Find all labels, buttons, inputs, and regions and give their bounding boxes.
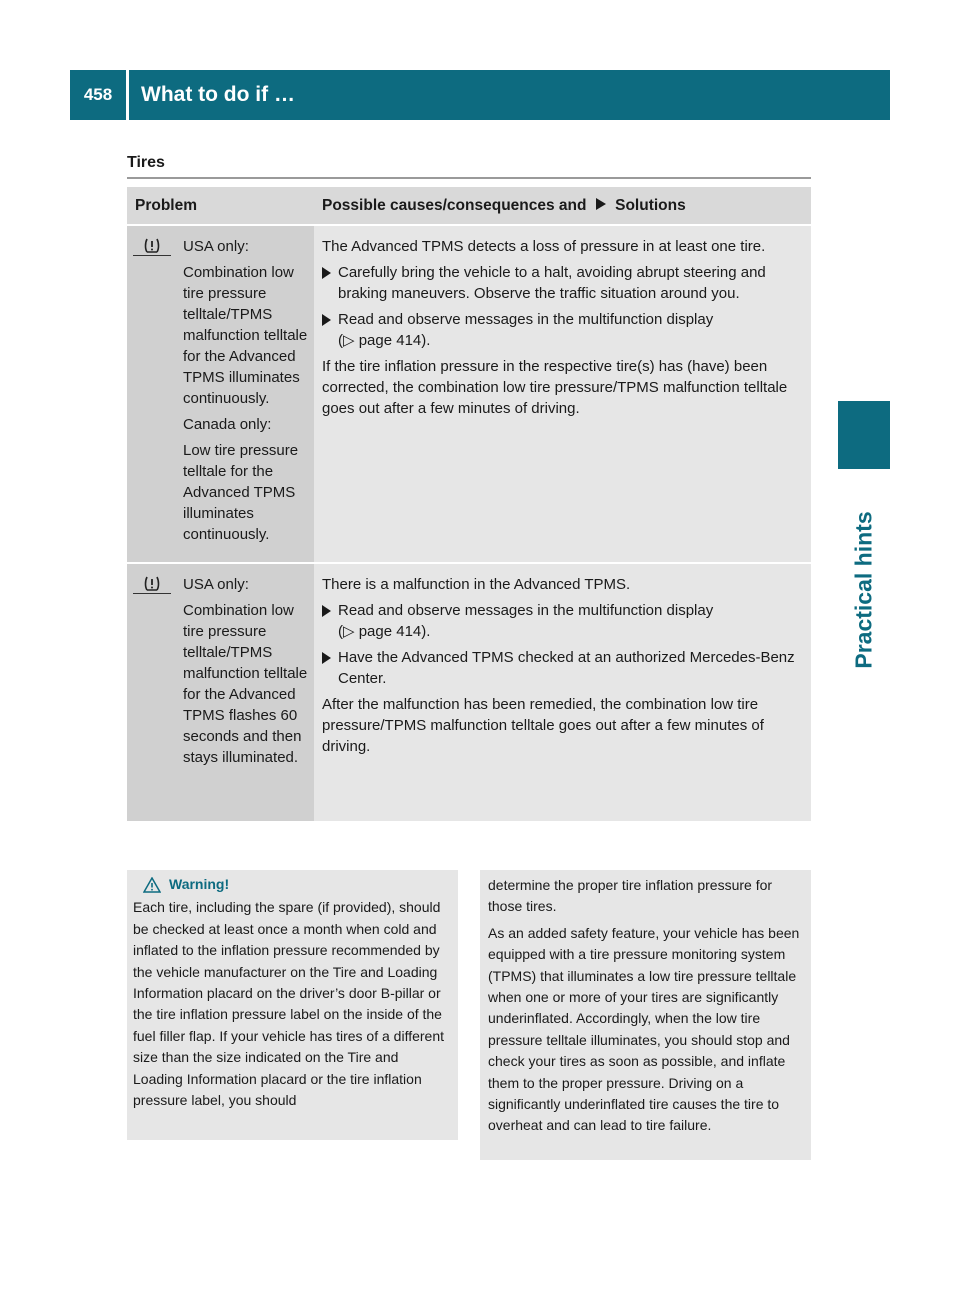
solution-step (322, 262, 807, 304)
solutions-header-text: Possible causes/consequences and (322, 197, 587, 214)
table-row (127, 225, 811, 563)
solution-intro: There is a malfunction in the Advanced TPMS. (322, 576, 631, 593)
warning-triangle-icon (143, 877, 161, 893)
continuation-box (480, 870, 811, 1160)
step-text: Carefully bring the vehicle to a halt, avoiding abrupt steering and braking maneuvers. Observe the traffic situation around you. (338, 264, 766, 302)
warning-title: Warning! (169, 876, 230, 892)
canada-only-label: Canada only: (183, 416, 272, 433)
solution-outro: If the tire inflation pressure in the respective tire(s) has (have) been corrected, the combination low tire pressure/TPMS malfunction telltale goes out after a few minutes of driving. (322, 358, 788, 417)
solution-step (322, 647, 807, 689)
step-arrow-icon (322, 314, 331, 326)
problem-cell (127, 225, 314, 563)
warning-text: Each tire, including the spare (if provided), should be checked at least once a month when cold and inflated to the inflation pressure recommended by the vehicle manufacturer on the Tire and Loading Information placard on the driver’s door B-pillar or the tire inflation pressure label on the inside of the fuel filler flap. If your vehicle has tires of a different size than the size indicated on the Tire and Loading Information placard or the tire inflation pressure label, you should (133, 899, 445, 1109)
warning-heading (133, 874, 452, 895)
tires-table (127, 187, 811, 821)
solution-step (322, 309, 807, 351)
step-text: Read and observe messages in the multifunction display (338, 602, 714, 619)
solutions-header-suffix: Solutions (615, 197, 686, 214)
step-arrow-icon (322, 605, 331, 617)
solution-step (322, 600, 807, 642)
tire-pressure-warning-icon (133, 576, 171, 594)
page-reference-link[interactable]: (▷ page 414). (338, 332, 431, 349)
continuation-paragraph: As an added safety feature, your vehicle has been equipped with a tire pressure monitoring system (TPMS) that illuminates a low tire pressure telltale when one or more of your tires are significantly underinflated. Accordingly, when the low tire pressure telltale illuminates, you should stop and check your tires as soon as possible, and inflate them to the proper pressure. Driving on a significantly underinflated tire causes the tire to overheat and can lead to tire failure. (488, 924, 800, 1134)
canada-problem-text: Low tire pressure telltale for the Advanced TPMS illuminates continuously. (183, 442, 299, 543)
warning-box (127, 870, 458, 1140)
table-header-row (127, 187, 811, 225)
section-title: Tires (127, 154, 165, 171)
step-text: Have the Advanced TPMS checked at an authorized Mercedes-Benz Center. (338, 649, 795, 687)
solution-cell (314, 563, 811, 821)
usa-problem-text: Combination low tire pressure telltale/TPMS malfunction telltale for the Advanced TPMS illuminates continuously. (183, 264, 308, 407)
solution-cell (314, 225, 811, 563)
tire-pressure-warning-icon (133, 238, 171, 256)
section-divider (127, 177, 811, 179)
problem-column-header: Problem (127, 187, 314, 225)
solution-outro: After the malfunction has been remedied, the combination low tire pressure/TPMS malfunction telltale goes out after a few minutes of driving. (322, 696, 764, 755)
continuation-paragraph: determine the proper tire inflation pressure for those tires. (488, 877, 773, 915)
solutions-column-header (314, 187, 811, 225)
step-text: Read and observe messages in the multifunction display (338, 311, 714, 328)
table-row (127, 563, 811, 821)
usa-problem-text: Combination low tire pressure telltale/TPMS malfunction telltale for the Advanced TPMS flashes 60 seconds and then stays illuminated. (183, 602, 308, 766)
side-tab-marker (838, 401, 890, 469)
problem-cell (127, 563, 314, 821)
step-arrow-icon (322, 267, 331, 279)
arrow-icon (595, 197, 607, 211)
usa-only-label: USA only: (183, 238, 249, 255)
page-reference-link[interactable]: (▷ page 414). (338, 623, 431, 640)
usa-only-label: USA only: (183, 576, 249, 593)
page-number: 458 (83, 85, 113, 104)
solution-intro: The Advanced TPMS detects a loss of pressure in at least one tire. (322, 238, 766, 255)
header-divider (126, 70, 129, 120)
step-arrow-icon (322, 652, 331, 664)
chapter-title: What to do if … (141, 83, 295, 106)
side-tab-label: Practical hints (850, 511, 877, 669)
